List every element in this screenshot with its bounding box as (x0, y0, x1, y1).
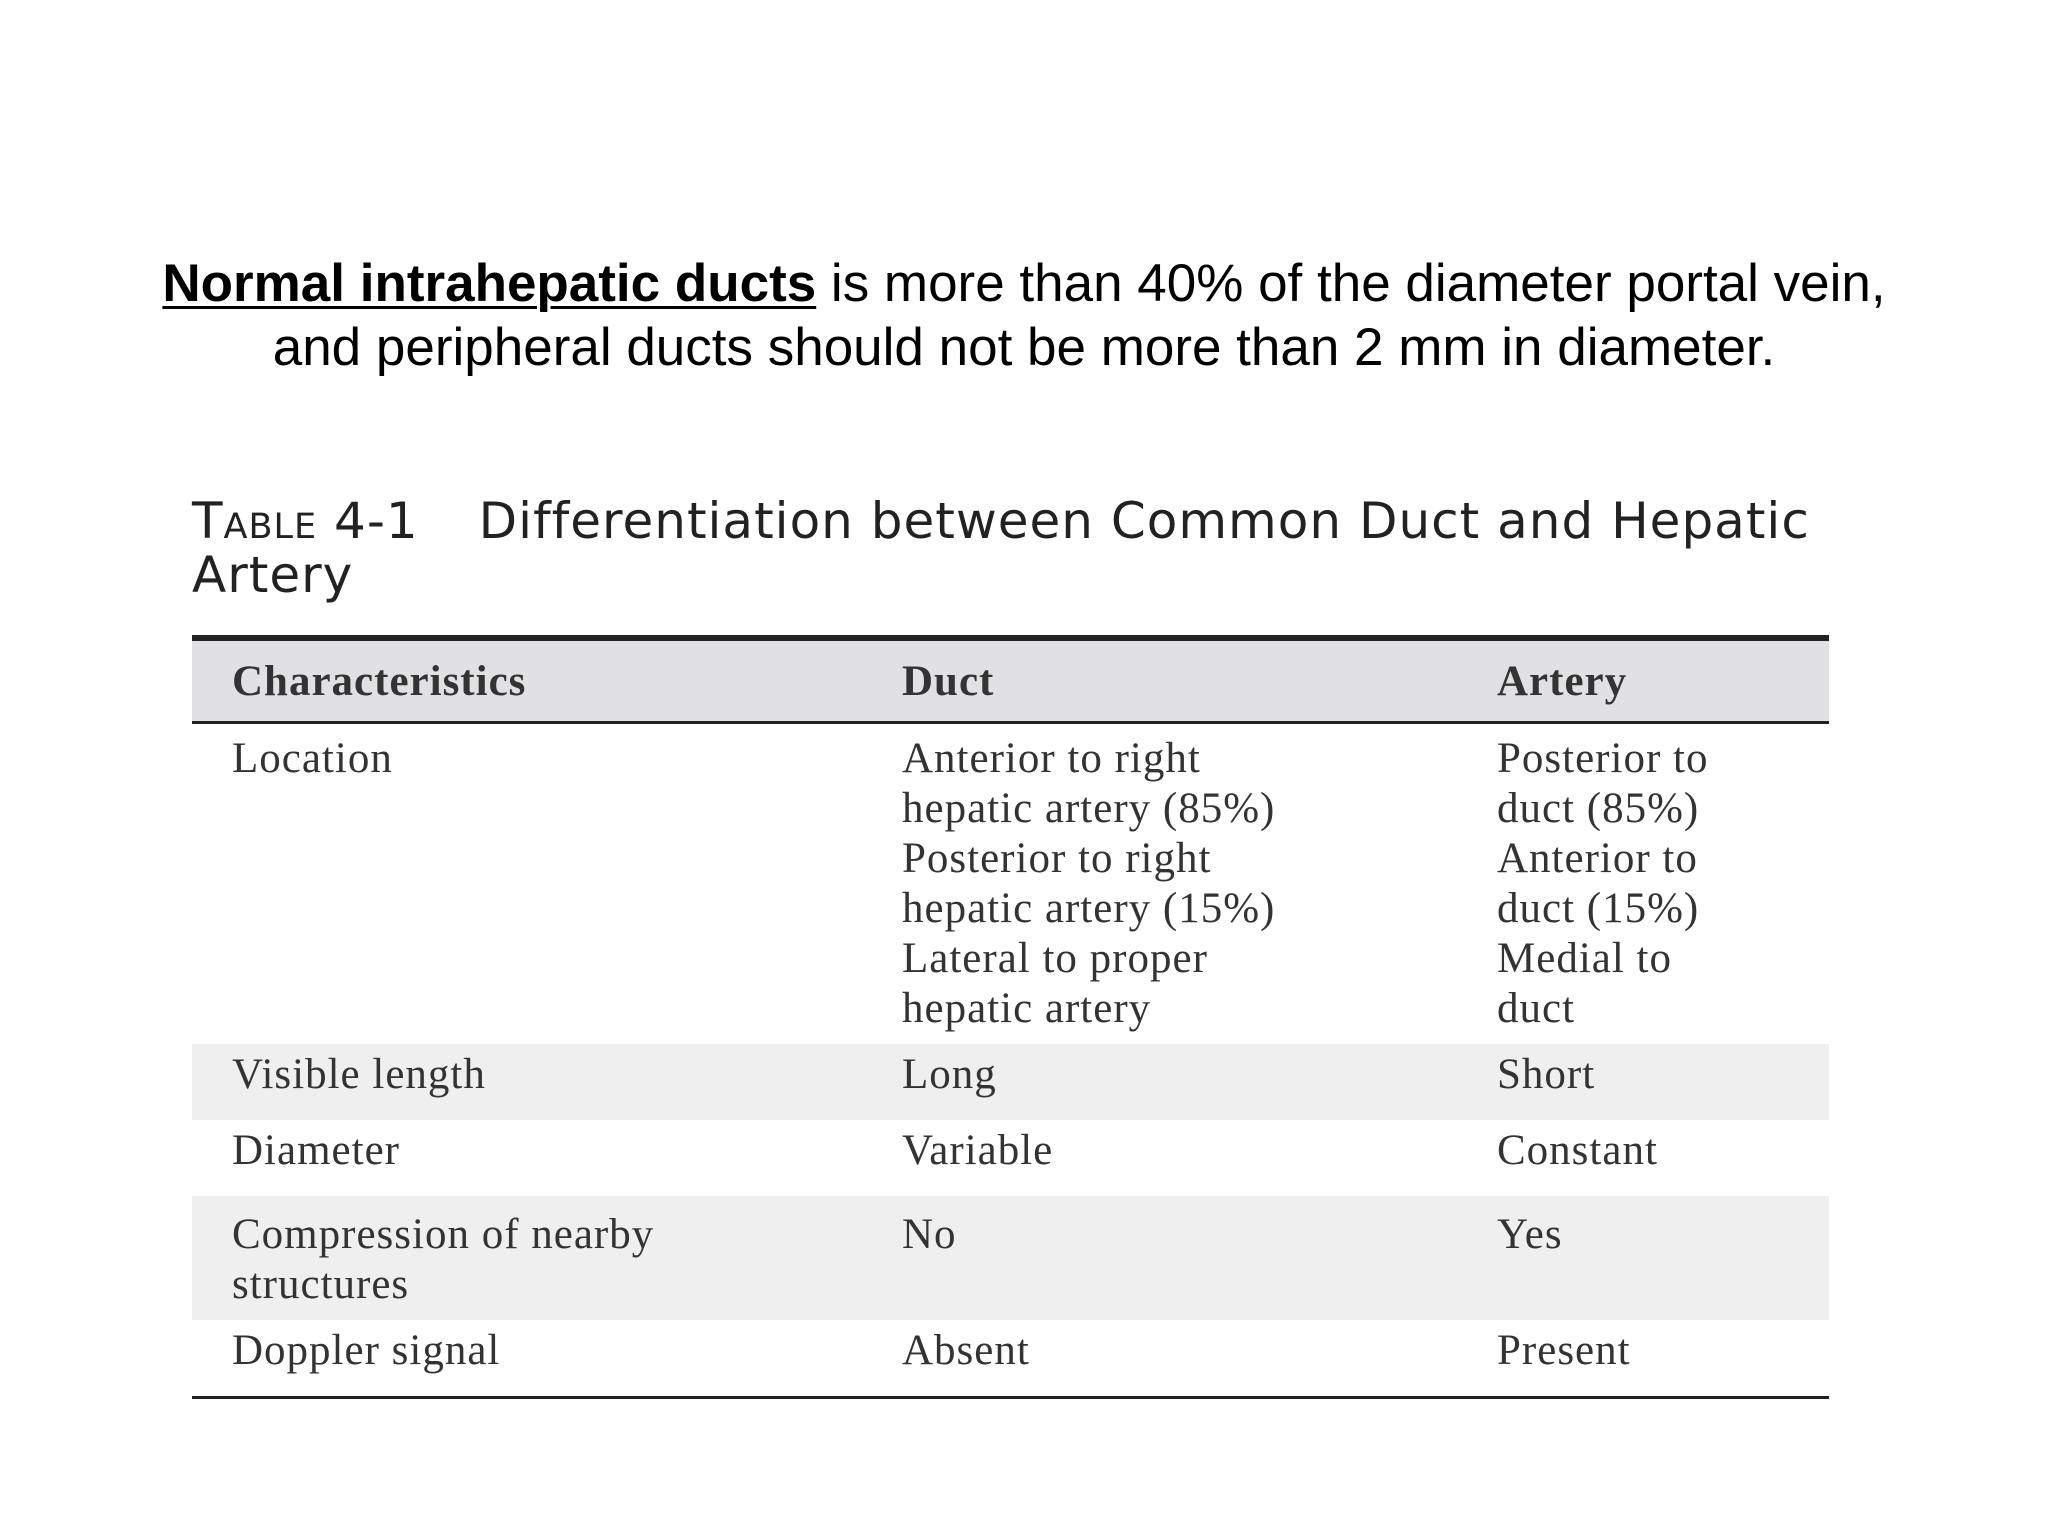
header-duct: Duct (862, 638, 1457, 723)
cell-line: duct (1497, 985, 1576, 1032)
cell-line: duct (85%) (1497, 785, 1700, 832)
cell-line: Anterior to right (902, 735, 1201, 782)
intro-text: is more than 40% of the diameter portal vein, and peripheral ducts should not be more than 2 mm in diameter. (272, 254, 1886, 377)
row-label-visible-length: Visible length (232, 1051, 486, 1098)
row-label-doppler: Doppler signal (192, 1320, 862, 1398)
table-title: Differentiation between Common Duct and Hepatic Artery (192, 492, 1810, 604)
cell-line: hepatic artery (85%) (902, 785, 1276, 832)
artery-value: Short (1497, 1051, 1596, 1098)
cell-line: Anterior to (1497, 835, 1698, 882)
intro-statement (120, 252, 1928, 380)
cell-line: Posterior to (1497, 735, 1709, 782)
table-row (192, 1044, 1829, 1120)
cell-line: Posterior to right (902, 835, 1212, 882)
cell-line: Lateral to proper (902, 935, 1208, 982)
table-row (192, 1320, 1829, 1398)
header-artery: Artery (1457, 638, 1829, 723)
artery-value: Yes (1497, 1211, 1563, 1258)
comparison-table (192, 635, 1829, 1399)
row-label-diameter: Diameter (232, 1127, 400, 1174)
duct-value: Absent (862, 1320, 1457, 1398)
table-row (192, 1120, 1829, 1196)
row-label-location: Location (232, 735, 393, 782)
artery-value: Present (1457, 1320, 1829, 1398)
cell-line: structures (232, 1261, 410, 1308)
row-label-compression (192, 1196, 862, 1320)
duct-value: No (902, 1211, 957, 1258)
cell-line: Medial to (1497, 935, 1672, 982)
table-caption (192, 494, 1842, 602)
cell-line: hepatic artery (15%) (902, 885, 1276, 932)
cell-line: Compression of nearby (232, 1211, 655, 1258)
table-row (192, 723, 1829, 1045)
table-row (192, 1196, 1829, 1320)
location-duct-cell (862, 723, 1457, 1045)
duct-value: Long (902, 1051, 997, 1098)
artery-value: Constant (1497, 1127, 1658, 1174)
header-characteristics: Characteristics (192, 638, 862, 723)
location-artery-cell (1457, 723, 1829, 1045)
duct-value: Variable (902, 1127, 1054, 1174)
table-header-row (192, 638, 1829, 723)
table-label: Table 4-1 (192, 492, 419, 550)
intro-emphasis: Normal intrahepatic ducts (162, 254, 817, 313)
cell-line: hepatic artery (902, 985, 1152, 1032)
cell-line: duct (15%) (1497, 885, 1700, 932)
